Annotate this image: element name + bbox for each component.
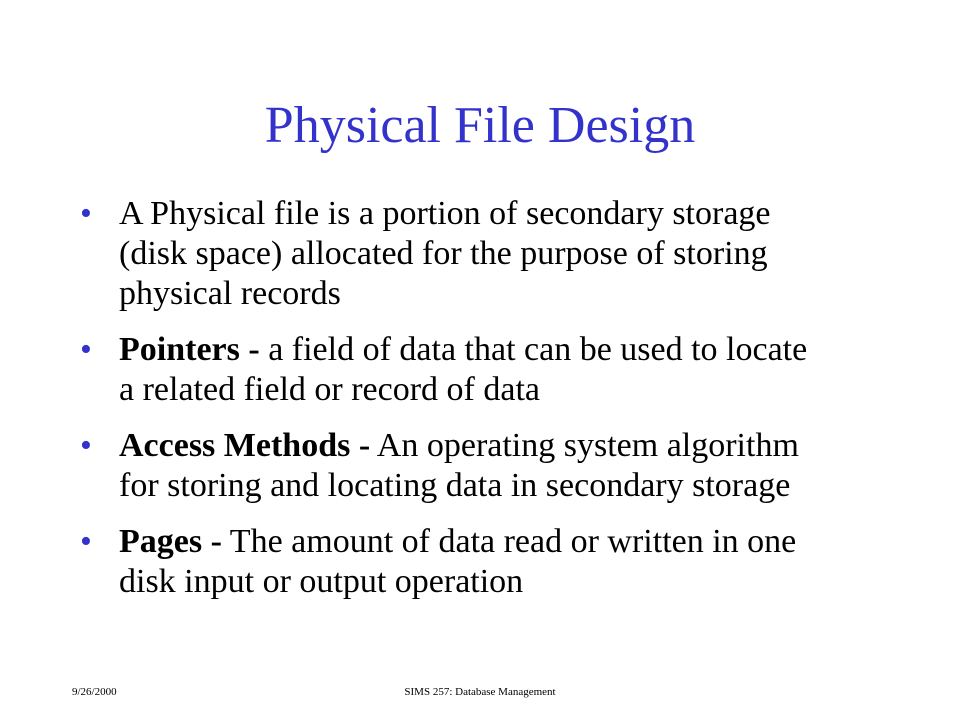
bullet-text: A Physical file is a portion of secondary storage (disk space) allocated for the purpose of storing physical records bbox=[119, 195, 771, 312]
bullet-term: Pointers - bbox=[119, 331, 260, 368]
bullet-dot-icon: • bbox=[80, 427, 92, 464]
slide-title: Physical File Design bbox=[264, 97, 696, 154]
bullet-dot-icon: • bbox=[80, 331, 92, 368]
bullet-text: a field of data that can be used to locate a related field or record of data bbox=[119, 331, 808, 408]
footer-date: 9/26/2000 bbox=[72, 686, 117, 698]
bullet-item bbox=[80, 330, 830, 410]
bullet-item bbox=[80, 522, 830, 602]
bullet-text: The amount of data read or written in one disk input or output operation bbox=[119, 523, 797, 600]
bullet-dot-icon: • bbox=[80, 523, 92, 560]
bullet-list bbox=[80, 194, 830, 618]
bullet-dot-icon: • bbox=[80, 195, 92, 232]
bullet-item bbox=[80, 426, 830, 506]
footer-course: SIMS 257: Database Management bbox=[404, 686, 556, 698]
bullet-text: An operating system algorithm for storing and locating data in secondary storage bbox=[119, 427, 799, 504]
bullet-term: Access Methods - bbox=[119, 427, 371, 464]
bullet-term: Pages - bbox=[119, 523, 222, 560]
bullet-item bbox=[80, 194, 830, 314]
